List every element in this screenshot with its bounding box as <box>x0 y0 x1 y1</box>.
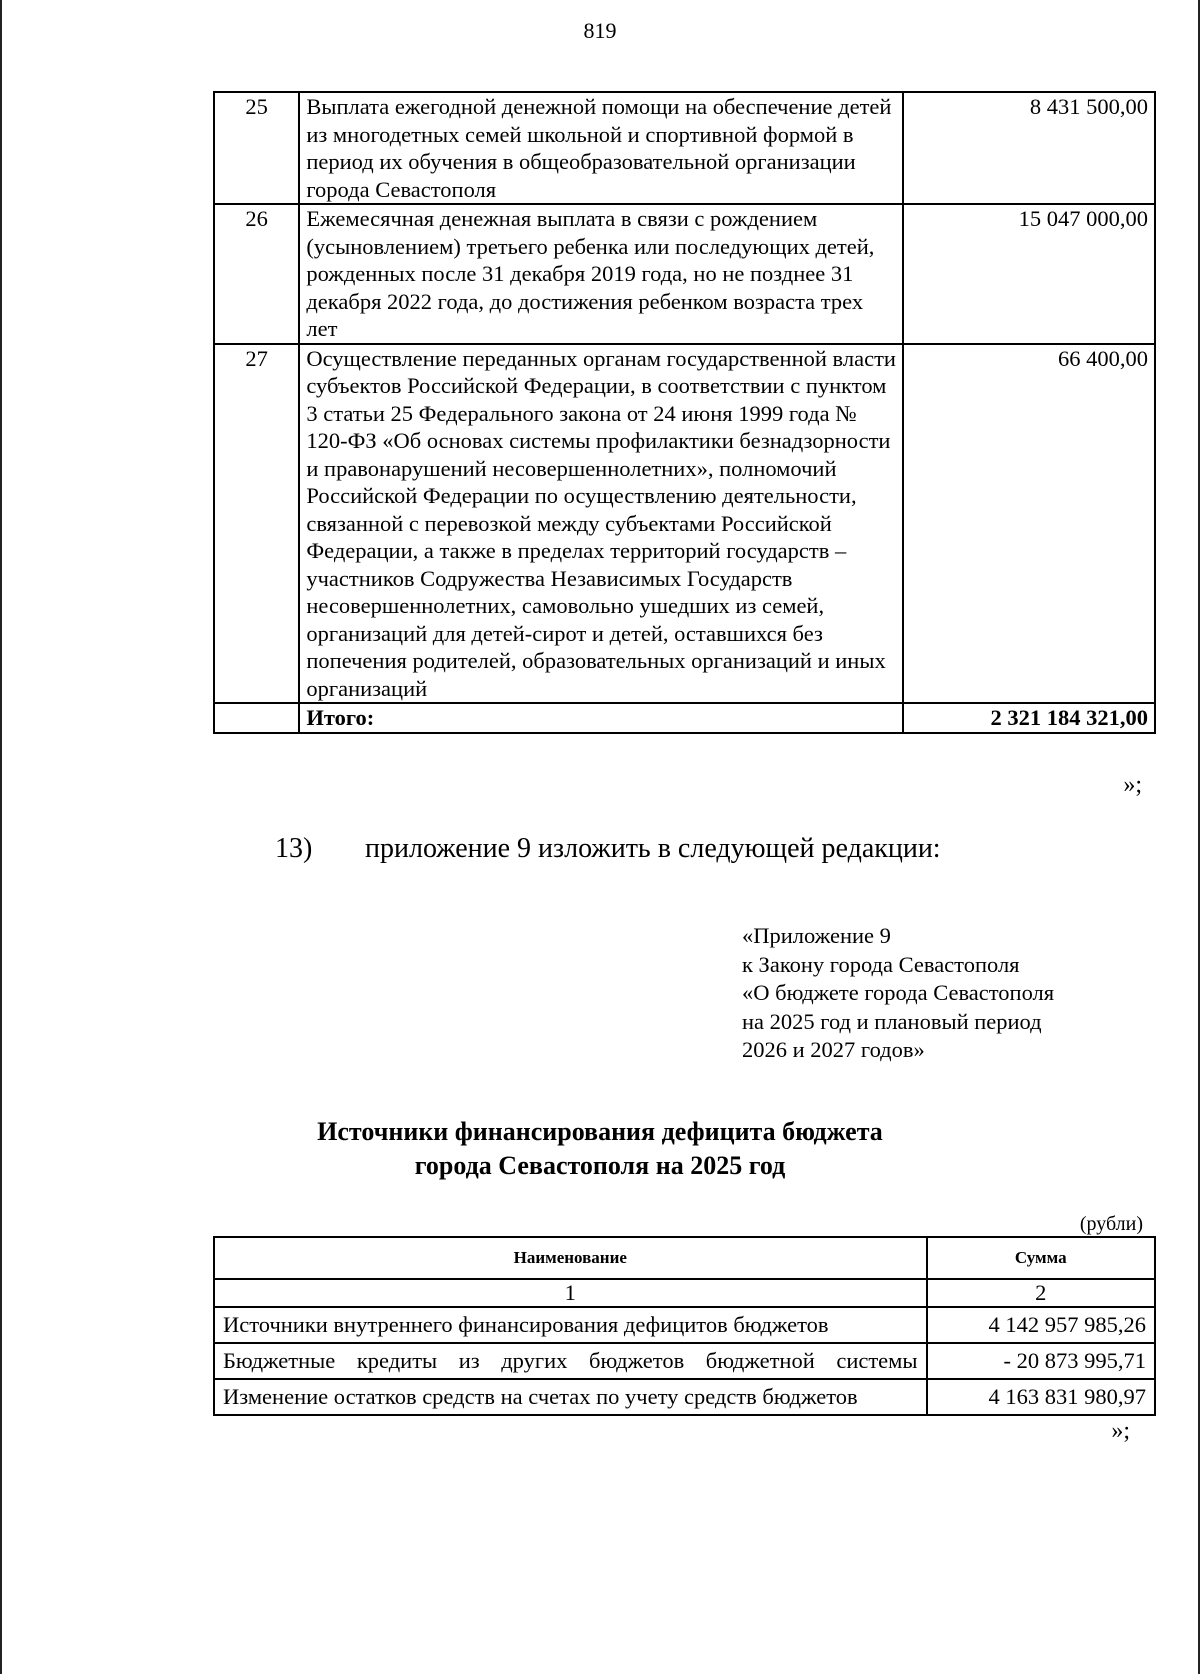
table-row <box>214 204 1155 344</box>
unit-label: (рубли) <box>1079 1213 1143 1235</box>
total-row <box>214 703 1155 733</box>
page-number: 819 <box>583 18 617 43</box>
table-row <box>214 92 1155 204</box>
column-index: 1 <box>214 1279 927 1307</box>
source-name: Источники внутреннего финансирования дефицитов бюджетов <box>214 1307 927 1343</box>
total-empty-cell <box>214 703 299 733</box>
header-sum: Сумма <box>927 1237 1155 1279</box>
header-row <box>214 1237 1155 1279</box>
source-sum: 4 163 831 980,97 <box>927 1379 1155 1415</box>
section-heading <box>0 1115 1200 1183</box>
table-row <box>214 1307 1155 1343</box>
item-13-text: приложение 9 изложить в следующей редакции: <box>365 833 941 864</box>
payments-table <box>213 91 1156 734</box>
total-label: Итого: <box>299 703 903 733</box>
row-description: Ежемесячная денежная выплата в связи с рождением (усыновлением) третьего ребенка или последующих детей, рожденных после 31 декабря 2019 года, но не позднее 31 декабря 2022 года, до достижения ребенком возраста трех лет <box>299 204 903 344</box>
row-description: Выплата ежегодной денежной помощи на обеспечение детей из многодетных семей школьной и спортивной формой в период их обучения в общеобразовательной организации города Севастополя <box>299 92 903 204</box>
row-number: 25 <box>214 92 299 204</box>
row-number: 26 <box>214 204 299 344</box>
header-name: Наименование <box>214 1237 927 1279</box>
row-number: 27 <box>214 344 299 704</box>
table-row <box>214 344 1155 704</box>
row-description: Осуществление переданных органам государственной власти субъектов Российской Федерации, в соответствии с пунктом 3 статьи 25 Федерального закона от 24 июня 1999 года № 120-ФЗ «Об основах системы профилактики безнадзорности и правонарушений несовершеннолетних», полномочий Российской Федерации по осуществлению деятельности, связанной с перевозкой между субъектами Российской Федерации, а также в пределах территорий государств – участников Содружества Независимых Государств несовершеннолетних, самовольно ушедших из семей, организаций для детей-сирот и детей, оставшихся без попечения родителей, образовательных организаций и иных организаций <box>299 344 903 704</box>
appendix-line: «Приложение 9 <box>742 923 891 948</box>
heading-line-1: Источники финансирования дефицита бюджета <box>317 1117 883 1146</box>
closing-quote: »; <box>1111 1418 1130 1444</box>
appendix-line: к Закону города Севастополя <box>742 951 1020 977</box>
closing-quote: »; <box>1123 772 1142 798</box>
deficit-sources-table <box>213 1236 1156 1416</box>
appendix-line: «О бюджете города Севастополя <box>742 980 1055 1005</box>
row-amount: 8 431 500,00 <box>903 92 1155 204</box>
source-name: Изменение остатков средств на счетах по учету средств бюджетов <box>214 1379 927 1415</box>
row-amount: 15 047 000,00 <box>903 204 1155 344</box>
source-sum: 4 142 957 985,26 <box>927 1307 1155 1343</box>
total-amount: 2 321 184 321,00 <box>903 703 1155 733</box>
appendix-line: 2026 и 2027 годов» <box>742 1037 925 1062</box>
table-row <box>214 1379 1155 1415</box>
item-13-number: 13) <box>275 833 313 864</box>
table-row <box>214 1343 1155 1379</box>
heading-line-2: города Севастополя на 2025 год <box>414 1151 786 1180</box>
source-sum: - 20 873 995,71 <box>927 1343 1155 1379</box>
source-name: Бюджетные кредиты из других бюджетов бюджетной системы <box>214 1343 927 1379</box>
page-left-edge <box>0 0 2 1674</box>
appendix-line: на 2025 год и плановый период <box>742 1008 1042 1034</box>
column-index-row <box>214 1279 1155 1307</box>
column-index: 2 <box>927 1279 1155 1307</box>
row-amount: 66 400,00 <box>903 344 1155 704</box>
appendix-reference <box>742 922 1054 1065</box>
